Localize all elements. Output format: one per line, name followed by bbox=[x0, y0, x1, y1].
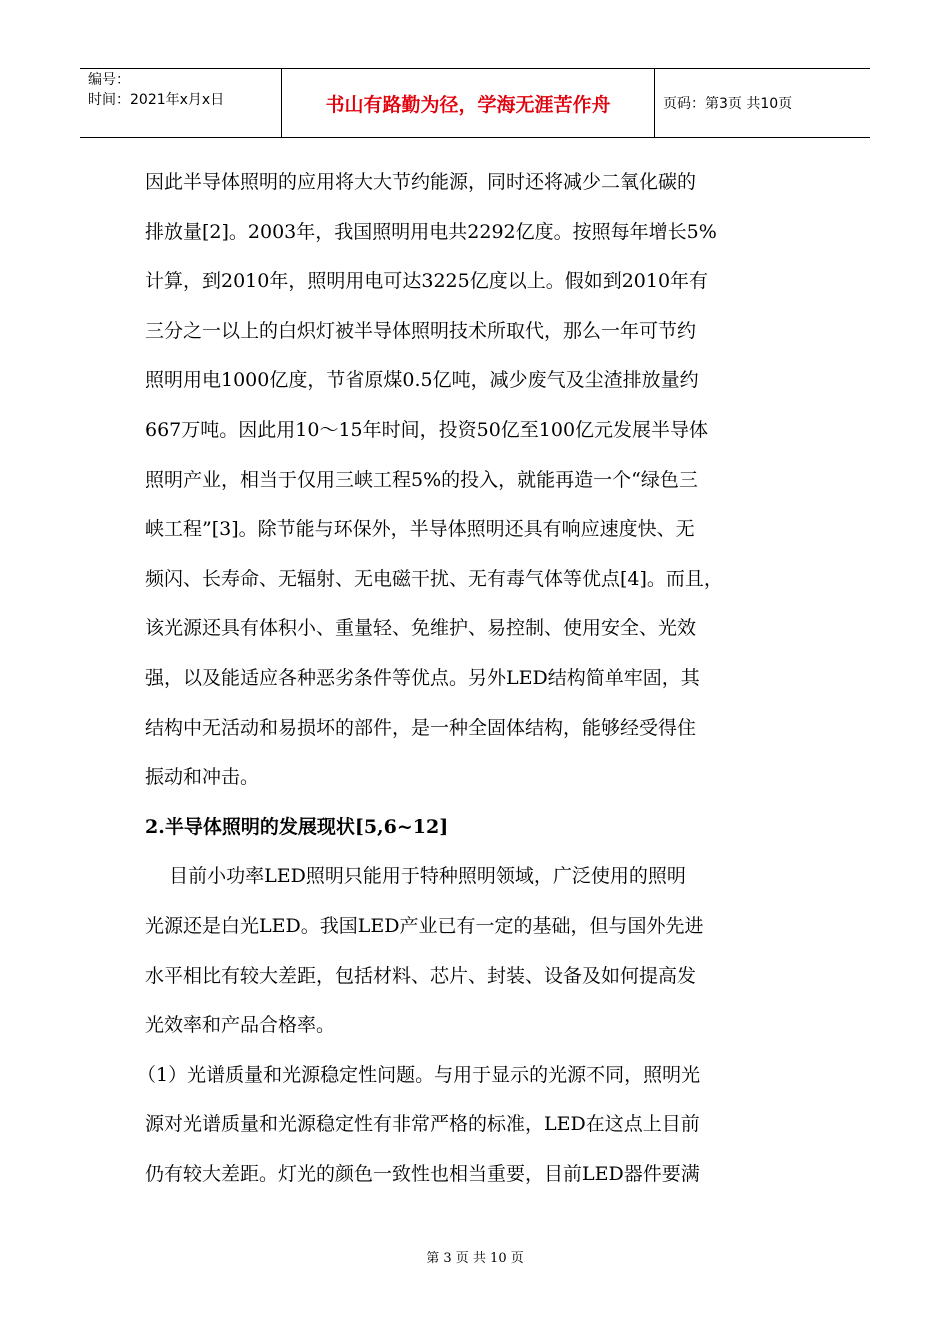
body-line: 振动和冲击。 bbox=[145, 766, 260, 789]
header-middle-cell bbox=[281, 69, 655, 137]
body-line: 照明产业，相当于仅用三峡工程5%的投入，就能再造一个“绿色三 bbox=[145, 468, 698, 491]
body-line: 峡工程”[3]。除节能与环保外，半导体照明还具有响应速度快、无 bbox=[145, 518, 695, 541]
body-line: 光效率和产品合格率。 bbox=[145, 1014, 336, 1037]
body-line: 照明用电1000亿度，节省原煤0.5亿吨，减少废气及尘渣排放量约 bbox=[145, 369, 699, 392]
body-line: 因此半导体照明的应用将大大节约能源，同时还将减少二氧化碳的 bbox=[145, 171, 697, 193]
header-right-cell bbox=[655, 69, 870, 137]
document-number-label: 编号： bbox=[88, 72, 130, 88]
body-line: 三分之一以上的白炽灯被半导体照明技术所取代，那么一年可节约 bbox=[145, 319, 697, 342]
document-time-label: 时间：2021年x月x日 bbox=[88, 92, 225, 108]
body-line: 光源还是白光LED。我国LED产业已有一定的基础，但与国外先进 bbox=[145, 914, 704, 937]
body-line: 频闪、长寿命、无辐射、无电磁干扰、无有毒气体等优点[4]。而且， bbox=[145, 567, 723, 590]
document-body bbox=[137, 158, 810, 1199]
body-line: 仍有较大差距。灯光的颜色一致性也相当重要，目前LED器件要满 bbox=[145, 1162, 700, 1185]
header-motto: 书山有路勤为径，学海无涯苦作舟 bbox=[325, 93, 611, 116]
body-line: 源对光谱质量和光源稳定性有非常严格的标准，LED在这点上目前 bbox=[145, 1113, 700, 1136]
body-line: 该光源还具有体积小、重量轻、免维护、易控制、使用安全、光效 bbox=[145, 617, 697, 640]
header-left-cell bbox=[80, 69, 280, 137]
body-line: 强，以及能适应各种恶劣条件等优点。另外LED结构简单牢固，其 bbox=[145, 666, 700, 689]
body-line: 667万吨。因此用10～15年时间，投资50亿至100亿元发展半导体 bbox=[145, 418, 709, 441]
page-footer bbox=[0, 1247, 950, 1266]
header-page-info: 页码：第3页 共10页 bbox=[663, 96, 793, 112]
body-line: 结构中无活动和易损坏的部件，是一种全固体结构，能够经受得住 bbox=[145, 716, 697, 739]
body-line: 水平相比有较大差距，包括材料、芯片、封装、设备及如何提高发 bbox=[145, 964, 697, 987]
body-line: 计算，到2010年，照明用电可达3225亿度以上。假如到2010年有 bbox=[145, 270, 709, 293]
section-heading: 2.半导体照明的发展现状[5,6~12] bbox=[145, 815, 449, 838]
body-line: 目前小功率LED照明只能用于特种照明领域，广泛使用的照明 bbox=[145, 865, 686, 888]
body-line: 排放量[2]。2003年，我国照明用电共2292亿度。按照每年增长5% bbox=[145, 220, 717, 243]
footer-page-number: 第 3 页 共 10 页 bbox=[426, 1251, 524, 1266]
page-header bbox=[80, 68, 870, 138]
body-line: （1）光谱质量和光源稳定性问题。与用于显示的光源不同，照明光 bbox=[137, 1063, 701, 1086]
